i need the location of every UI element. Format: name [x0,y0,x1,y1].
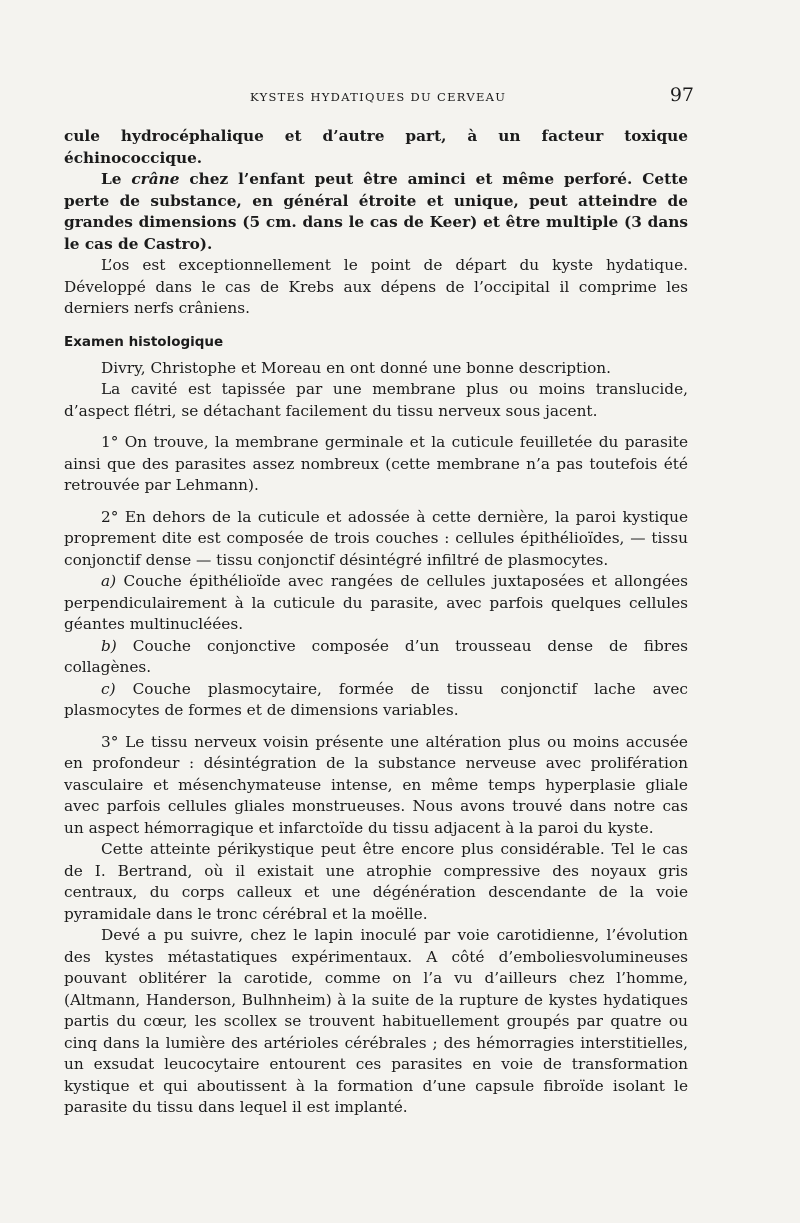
sub-item-c-letter: c) [101,679,116,698]
sub-item-c [64,679,688,722]
sub-item-c-text: Couche plasmocytaire, formée de tissu conjonctif lache avec plasmocytes de formes et de dimensions variables. [64,679,688,719]
document-page [64,84,694,1119]
sub-item-b-text: Couche conjonctive composée d’un trousseau dense de fibres collagènes. [64,636,688,676]
page-number: 97 [669,84,694,106]
section-heading-histology: Examen histologique [64,333,224,350]
sub-item-a [64,571,688,636]
list-item-2: 2° En dehors de la cuticule et adossée à cette dernière, la paroi kystique proprement dite est composée de trois couches : cellules épithélioïdes, — tissu conjonctif dense — tissu conjonctif désintégré infiltré de plasmocytes. [64,507,688,569]
paragraph-os: L’os est exceptionnellement le point de départ du kyste hydatique. Développé dans le cas de Krebs aux dépens de l’occipital il comprime les derniers nerfs crâniens. [64,256,688,317]
paragraph-continuation: cule hydrocéphalique et d’autre part, à un facteur toxique échinococcique. [64,127,688,167]
crane-emphasis: crâne [131,170,180,188]
running-title: KYSTES HYDATIQUES DU CERVEAU [250,90,507,104]
running-header [64,84,694,114]
list-item-3: 3° Le tissu nerveux voisin présente une altération plus ou moins accusée en profondeur : désintégration de la substance nerveuse avec prolifération vasculaire et mésenchymateuse intense, en même temps hyperplasie gliale avec parfois cellules gliales monstrueuses. Nous avons trouvé dans notre cas un aspect hémorragique et infarctoïde du tissu adjacent à la paroi du kyste. [64,732,688,837]
paragraph-bertrand: Cette atteinte périkystique peut être encore plus considérable. Tel le cas de I. Bertrand, où il existait une atrophie compressive des noyaux gris centraux, du corps calleux et une dégénération descendante de la voie pyramidale dans le tronc cérébral et la moëlle. [64,840,688,923]
list-item-1: 1° On trouve, la membrane germinale et la cuticule feuilletée du parasite ainsi que des parasites assez nombreux (cette membrane n’a pas toutefois été retrouvée par Lehmann). [64,433,688,494]
sub-item-a-letter: a) [101,572,117,590]
crane-rest: chez l’enfant peut être aminci et même perforé. Cette perte de substance, en général étroite et unique, peut atteindre de grandes dimensions (5 cm. dans le cas de Keer) et être multiple (3 dans le cas de Castro). [64,170,688,253]
sub-item-a-text: Couche épithélioïde avec rangées de cellules juxtaposées et allongées perpendiculairement à la cuticule du parasite, avec parfois quelques cellules géantes multinucléées. [64,572,688,633]
paragraph-deve: Devé a pu suivre, chez le lapin inoculé par voie carotidienne, l’évolution des kystes métastatiques expérimentaux. A côté d’emboliesvolumineuses pouvant oblitérer la carotide, comme on l’a vu d’ailleurs chez l’homme, (Altmann, Handerson, Bulhnheim) à la suite de la rupture de kystes hydatiques partis du cœur, les scollex se trouvent habituellement groupés par quatre ou cinq dans la lumière des artérioles cérébrales ; des hémorragies interstitielles, un exsudat leucocytaire entourent ces parasites en voie de transformation kystique et qui aboutissent à la formation d’une capsule fibroïde isolant le parasite du tissu dans lequel il est implanté. [64,926,688,1116]
sub-item-b [64,636,688,679]
paragraph-crane [64,169,688,255]
paragraph-divry: Divry, Christophe et Moreau en ont donné une bonne description. [101,358,612,377]
sub-item-b-letter: b) [101,636,117,655]
crane-lead: Le [101,170,132,188]
paragraph-cavite: La cavité est tapissée par une membrane plus ou moins translucide, d’aspect flétri, se détachant facilement du tissu nerveux sous jacent. [64,380,688,420]
